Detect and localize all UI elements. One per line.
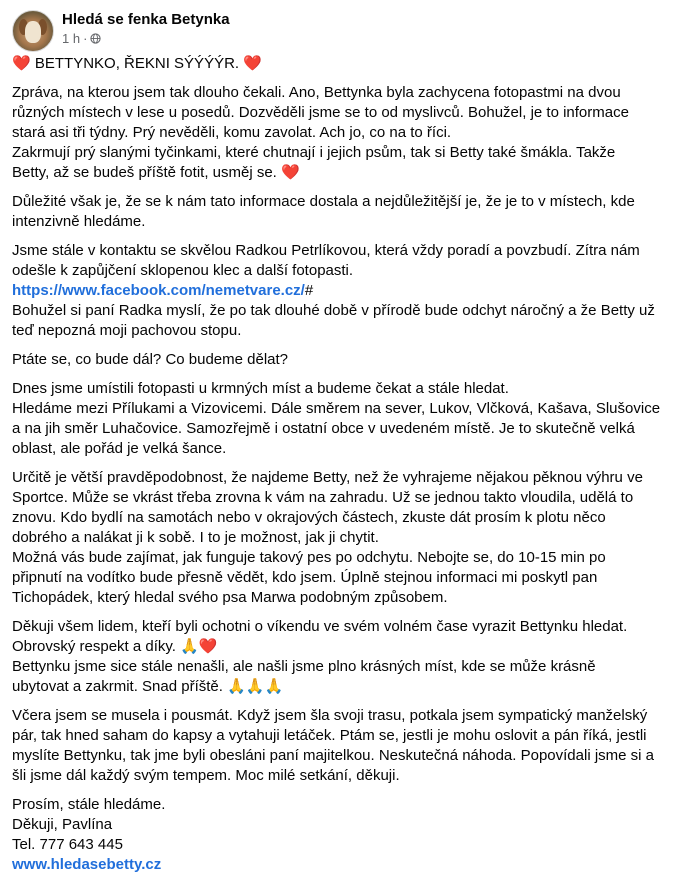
post-header-text	[62, 10, 230, 47]
page-avatar[interactable]	[12, 10, 54, 52]
paragraph-1: Zpráva, na kterou jsem tak dlouho čekali. Ano, Bettynka byla zachycena fotopastmi na dvou různých místech v lese u posedů. Dozvěděli jsme se to od myslivců. Bohužel, je to informace stará asi tři týdny. Prý nevěděli, komu zavolat. Ach jo, co na to říci. Zakrmují prý slanými tyčinkami, které chutnají i jejich psům, tak si Betty také šmákla. Takže Betty, až se budeš příště fotit, usměj se. ❤️	[12, 84, 629, 181]
link-suffix: #	[304, 282, 314, 299]
heart-icon: ❤️	[198, 638, 218, 655]
post-timestamp[interactable]: 1 h	[62, 31, 81, 46]
post-body	[12, 54, 662, 875]
paragraph-2: Důležité však je, že se k nám tato informace dostala a nejdůležitější je, že je to v místech, kde intenzivně hledáme.	[12, 193, 635, 230]
post-headline: ❤️ BETTYNKO, ŘEKNI SÝÝÝÝR. ❤️	[12, 55, 262, 72]
page-name-link[interactable]: Hledá se fenka Betynka	[62, 11, 230, 28]
paragraph-3: Jsme stále v kontaktu se skvělou Radkou Petrlíkovou, která vždy poradí a povzbudí. Zítra nám odešle k zapůjčení sklopenou klec a další fotopasti. https://www.facebook.com/nemetvare.cz/# Bohužel si paní Radka myslí, že po tak dlouhé době v přírodě bude odchyt náročný a že Betty už teď nepozná moji pachovou stopu.	[12, 242, 655, 339]
heart-icon: ❤️	[281, 164, 300, 181]
post-header	[12, 0, 662, 54]
folded-hands-icon: 🙏	[180, 638, 199, 655]
heart-icon: ❤️	[12, 55, 31, 72]
paragraph-5: Dnes jsme umístili fotopasti u krmných míst a budeme čekat a stále hledat. Hledáme mezi Přílukami a Vizovicemi. Dále směrem na sever, Lukov, Vlčková, Kašava, Slušovice a na jih směr Luhačovice. Samozřejmě i ostatní obce v uvedeném místě. Je to skutečně velká oblast, ale pořád je velká šance.	[12, 380, 661, 457]
meta-separator: ·	[83, 31, 88, 46]
facebook-page-link[interactable]: https://www.facebook.com/nemetvare.cz/	[12, 282, 305, 299]
heart-icon: ❤️	[243, 55, 262, 72]
website-link[interactable]: www.hledasebetty.cz	[12, 856, 162, 873]
paragraph-8: Včera jsem se musela i pousmát. Když jsem šla svoji trasu, potkala jsem sympatický manželský pár, tak hned saham do kapsy a vytahuji letáček. Ptám se, jestli je mohu oslovit a pán říká, jestli myslíte Bettynku, tak jme byli obesláni paní majitelkou. Neskutečná náhoda. Popovídali jsme si a šli jsme dál každý svým tempem. Moc milé setkání, děkuji.	[12, 707, 654, 784]
globe-icon[interactable]	[90, 33, 101, 44]
folded-hands-icon: 🙏🙏🙏	[227, 678, 284, 695]
post-meta	[62, 30, 230, 47]
paragraph-6: Určitě je větší pravděpodobnost, že najdeme Betty, než že vyhrajeme nějakou pěknou výhru ve Sportce. Může se vkrást třeba zrovna k vám na zahradu. Už se jednou takto vloudila, udělá to znovu. Kdo bydlí na samotách nebo v okrajových částech, zkuste dát prosím k plotu něco dobrého a nalákat ji k sobě. I to je možnost, jak ji chytit. Možná vás bude zajímat, jak funguje takový pes po odchytu. Nebojte se, do 10-15 min po připnutí na vodítko bude přesně vědět, kdo jsem. Úplně stejnou informaci mi poskytl pan Tichopádek, který hledal svého psa Marwa podobným způsobem.	[12, 469, 643, 606]
paragraph-4: Ptáte se, co bude dál? Co budeme dělat?	[12, 351, 289, 368]
paragraph-7: Děkuji všem lidem, kteří byli ochotni o víkendu ve svém volném čase vyrazit Bettynku hledat. Obrovský respekt a díky. 🙏❤️ Bettynku jsme sice stále nenašli, ale našli jsme plno krásných míst, kde se může krásně ubytovat a zakrmit. Snad příště. 🙏🙏🙏	[12, 618, 628, 695]
paragraph-9: Prosím, stále hledáme. Děkuji, Pavlína Tel. 777 643 445 www.hledasebetty.cz	[12, 796, 166, 873]
